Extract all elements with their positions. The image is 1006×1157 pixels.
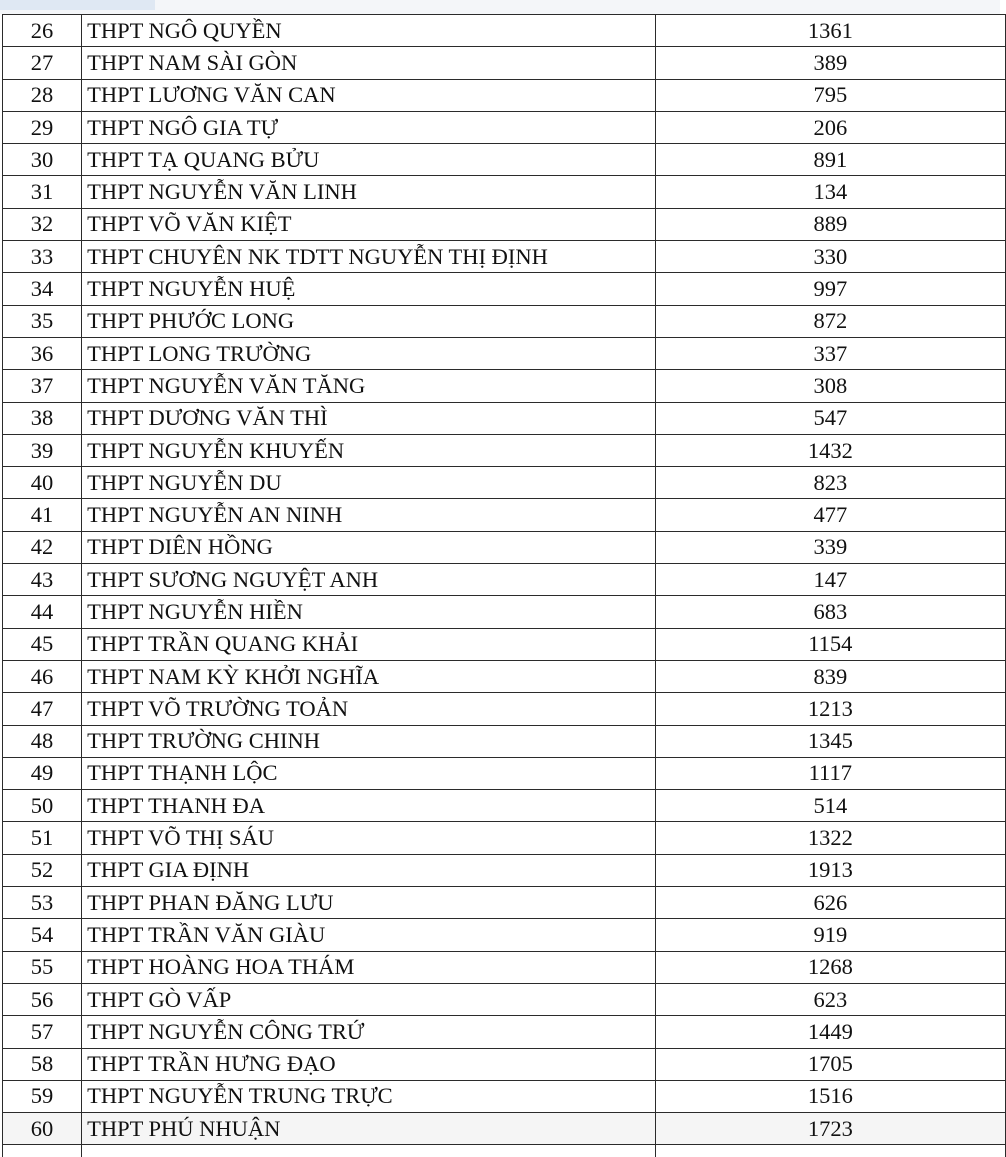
school-name-cell[interactable]: THPT PHAN ĐĂNG LƯU xyxy=(82,887,656,919)
value-cell[interactable]: 330 xyxy=(655,241,1005,273)
table-row xyxy=(3,1048,1006,1080)
table-row xyxy=(3,919,1006,951)
school-name-cell[interactable]: THPT NAM KỲ KHỞI NGHĨA xyxy=(82,660,656,692)
row-number-cell[interactable]: 35 xyxy=(3,305,82,337)
school-name-cell[interactable]: THPT NGÔ QUYỀN xyxy=(82,15,656,47)
school-name-cell[interactable]: THPT PHƯỚC LONG xyxy=(82,305,656,337)
table-row xyxy=(3,337,1006,369)
row-number-cell[interactable]: 30 xyxy=(3,144,82,176)
value-cell[interactable]: 389 xyxy=(655,47,1005,79)
value-cell[interactable]: 339 xyxy=(655,531,1005,563)
table-row xyxy=(3,531,1006,563)
table-row xyxy=(3,725,1006,757)
row-number-cell[interactable]: 54 xyxy=(3,919,82,951)
value-cell[interactable]: 337 xyxy=(655,337,1005,369)
top-strip xyxy=(0,0,1000,14)
row-number-cell[interactable]: 32 xyxy=(3,208,82,240)
school-name-cell[interactable]: THPT NGUYỄN TRUNG TRỰC xyxy=(82,1080,656,1112)
school-name-cell[interactable]: THPT NAM SÀI GÒN xyxy=(82,47,656,79)
school-name-cell[interactable]: THPT LƯƠNG VĂN CAN xyxy=(82,79,656,111)
table-row xyxy=(3,951,1006,983)
school-name-cell[interactable]: THPT VÕ VĂN KIỆT xyxy=(82,208,656,240)
table-row xyxy=(3,660,1006,692)
table-row xyxy=(3,564,1006,596)
school-name-cell[interactable]: THPT GIA ĐỊNH xyxy=(82,854,656,886)
value-cell[interactable]: 683 xyxy=(655,596,1005,628)
value-cell[interactable]: 308 xyxy=(655,370,1005,402)
empty-cell[interactable] xyxy=(3,1145,82,1157)
value-cell[interactable]: 1913 xyxy=(655,854,1005,886)
value-cell[interactable]: 514 xyxy=(655,790,1005,822)
row-number-cell[interactable]: 39 xyxy=(3,434,82,466)
value-cell[interactable]: 889 xyxy=(655,208,1005,240)
row-number-cell[interactable]: 37 xyxy=(3,370,82,402)
school-name-cell[interactable]: THPT NGUYỄN CÔNG TRỨ xyxy=(82,1016,656,1048)
table-row xyxy=(3,79,1006,111)
row-number-cell[interactable]: 41 xyxy=(3,499,82,531)
row-number-cell[interactable]: 40 xyxy=(3,467,82,499)
row-number-cell[interactable]: 55 xyxy=(3,951,82,983)
school-name-cell[interactable]: THPT NGUYỄN HUỆ xyxy=(82,273,656,305)
school-name-cell[interactable]: THPT VÕ THỊ SÁU xyxy=(82,822,656,854)
table-row xyxy=(3,1113,1006,1145)
row-number-cell[interactable]: 49 xyxy=(3,757,82,789)
school-name-cell[interactable]: THPT PHÚ NHUẬN xyxy=(82,1113,656,1145)
school-name-cell[interactable]: THPT THANH ĐA xyxy=(82,790,656,822)
table-row xyxy=(3,370,1006,402)
school-name-cell[interactable]: THPT NGUYỄN DU xyxy=(82,467,656,499)
school-name-cell[interactable]: THPT VÕ TRƯỜNG TOẢN xyxy=(82,693,656,725)
sheet-tab-shade xyxy=(0,0,155,10)
row-number-cell[interactable]: 48 xyxy=(3,725,82,757)
value-cell[interactable]: 872 xyxy=(655,305,1005,337)
row-number-cell[interactable]: 44 xyxy=(3,596,82,628)
row-number-cell[interactable]: 28 xyxy=(3,79,82,111)
value-cell[interactable]: 997 xyxy=(655,273,1005,305)
table-row xyxy=(3,305,1006,337)
table-row-partial xyxy=(3,1145,1006,1157)
school-name-cell[interactable]: THPT NGÔ GIA TỰ xyxy=(82,111,656,143)
school-name-cell[interactable]: THPT DƯƠNG VĂN THÌ xyxy=(82,402,656,434)
table-row xyxy=(3,499,1006,531)
table-row xyxy=(3,402,1006,434)
school-name-cell[interactable]: THPT CHUYÊN NK TDTT NGUYỄN THỊ ĐỊNH xyxy=(82,241,656,273)
row-number-cell[interactable]: 26 xyxy=(3,15,82,47)
school-name-cell[interactable]: THPT SƯƠNG NGUYỆT ANH xyxy=(82,564,656,596)
value-cell[interactable]: 1361 xyxy=(655,15,1005,47)
school-name-cell[interactable]: THPT TRẦN HƯNG ĐẠO xyxy=(82,1048,656,1080)
value-cell[interactable]: 891 xyxy=(655,144,1005,176)
school-name-cell[interactable]: THPT THẠNH LỘC xyxy=(82,757,656,789)
row-number-cell[interactable]: 29 xyxy=(3,111,82,143)
row-number-cell[interactable]: 56 xyxy=(3,983,82,1015)
value-cell[interactable]: 795 xyxy=(655,79,1005,111)
school-name-cell[interactable]: THPT TRẦN QUANG KHẢI xyxy=(82,628,656,660)
table-row xyxy=(3,47,1006,79)
table-row xyxy=(3,693,1006,725)
empty-cell[interactable] xyxy=(82,1145,656,1157)
row-number-cell[interactable]: 38 xyxy=(3,402,82,434)
table-row xyxy=(3,822,1006,854)
table-row xyxy=(3,434,1006,466)
table-row xyxy=(3,757,1006,789)
value-cell[interactable]: 823 xyxy=(655,467,1005,499)
school-name-cell[interactable]: THPT TRẦN VĂN GIÀU xyxy=(82,919,656,951)
school-name-cell[interactable]: THPT HOÀNG HOA THÁM xyxy=(82,951,656,983)
school-table xyxy=(2,14,1006,1157)
value-cell[interactable]: 1723 xyxy=(655,1113,1005,1145)
school-name-cell[interactable]: THPT NGUYỄN HIỀN xyxy=(82,596,656,628)
row-number-cell[interactable]: 27 xyxy=(3,47,82,79)
school-name-cell[interactable]: THPT GÒ VẤP xyxy=(82,983,656,1015)
empty-cell[interactable] xyxy=(655,1145,1005,1157)
school-name-cell[interactable]: THPT DIÊN HỒNG xyxy=(82,531,656,563)
table-row xyxy=(3,1080,1006,1112)
table-row xyxy=(3,983,1006,1015)
table-row xyxy=(3,887,1006,919)
school-name-cell[interactable]: THPT NGUYỄN AN NINH xyxy=(82,499,656,531)
table-row xyxy=(3,1016,1006,1048)
spreadsheet-sheet xyxy=(0,14,1000,1116)
row-number-cell[interactable]: 51 xyxy=(3,822,82,854)
value-cell[interactable]: 623 xyxy=(655,983,1005,1015)
value-cell[interactable]: 919 xyxy=(655,919,1005,951)
value-cell[interactable]: 134 xyxy=(655,176,1005,208)
table-row xyxy=(3,208,1006,240)
school-name-cell[interactable]: THPT NGUYỄN VĂN LINH xyxy=(82,176,656,208)
value-cell[interactable]: 1213 xyxy=(655,693,1005,725)
value-cell[interactable]: 626 xyxy=(655,887,1005,919)
value-cell[interactable]: 1449 xyxy=(655,1016,1005,1048)
table-row xyxy=(3,628,1006,660)
row-number-cell[interactable]: 52 xyxy=(3,854,82,886)
value-cell[interactable]: 1705 xyxy=(655,1048,1005,1080)
value-cell[interactable]: 839 xyxy=(655,660,1005,692)
table-row xyxy=(3,176,1006,208)
value-cell[interactable]: 206 xyxy=(655,111,1005,143)
value-cell[interactable]: 1117 xyxy=(655,757,1005,789)
value-cell[interactable]: 1432 xyxy=(655,434,1005,466)
table-row xyxy=(3,596,1006,628)
table-row xyxy=(3,854,1006,886)
school-name-cell[interactable]: THPT NGUYỄN KHUYẾN xyxy=(82,434,656,466)
row-number-cell[interactable]: 36 xyxy=(3,337,82,369)
table-row xyxy=(3,241,1006,273)
table-row xyxy=(3,144,1006,176)
row-number-cell[interactable]: 60 xyxy=(3,1113,82,1145)
value-cell[interactable]: 147 xyxy=(655,564,1005,596)
row-number-cell[interactable]: 42 xyxy=(3,531,82,563)
table-row xyxy=(3,467,1006,499)
value-cell[interactable]: 477 xyxy=(655,499,1005,531)
table-row xyxy=(3,15,1006,47)
table-row xyxy=(3,111,1006,143)
row-number-cell[interactable]: 45 xyxy=(3,628,82,660)
table-row xyxy=(3,273,1006,305)
value-cell[interactable]: 1516 xyxy=(655,1080,1005,1112)
row-number-cell[interactable]: 57 xyxy=(3,1016,82,1048)
row-number-cell[interactable]: 53 xyxy=(3,887,82,919)
value-cell[interactable]: 1154 xyxy=(655,628,1005,660)
school-name-cell[interactable]: THPT NGUYỄN VĂN TĂNG xyxy=(82,370,656,402)
row-number-cell[interactable]: 47 xyxy=(3,693,82,725)
row-number-cell[interactable]: 50 xyxy=(3,790,82,822)
value-cell[interactable]: 547 xyxy=(655,402,1005,434)
row-number-cell[interactable]: 58 xyxy=(3,1048,82,1080)
value-cell[interactable]: 1345 xyxy=(655,725,1005,757)
value-cell[interactable]: 1322 xyxy=(655,822,1005,854)
table-body xyxy=(3,15,1006,1157)
row-number-cell[interactable]: 59 xyxy=(3,1080,82,1112)
row-number-cell[interactable]: 34 xyxy=(3,273,82,305)
row-number-cell[interactable]: 43 xyxy=(3,564,82,596)
value-cell[interactable]: 1268 xyxy=(655,951,1005,983)
school-name-cell[interactable]: THPT TRƯỜNG CHINH xyxy=(82,725,656,757)
row-number-cell[interactable]: 33 xyxy=(3,241,82,273)
school-name-cell[interactable]: THPT LONG TRƯỜNG xyxy=(82,337,656,369)
row-number-cell[interactable]: 31 xyxy=(3,176,82,208)
row-number-cell[interactable]: 46 xyxy=(3,660,82,692)
school-name-cell[interactable]: THPT TẠ QUANG BỬU xyxy=(82,144,656,176)
table-row xyxy=(3,790,1006,822)
